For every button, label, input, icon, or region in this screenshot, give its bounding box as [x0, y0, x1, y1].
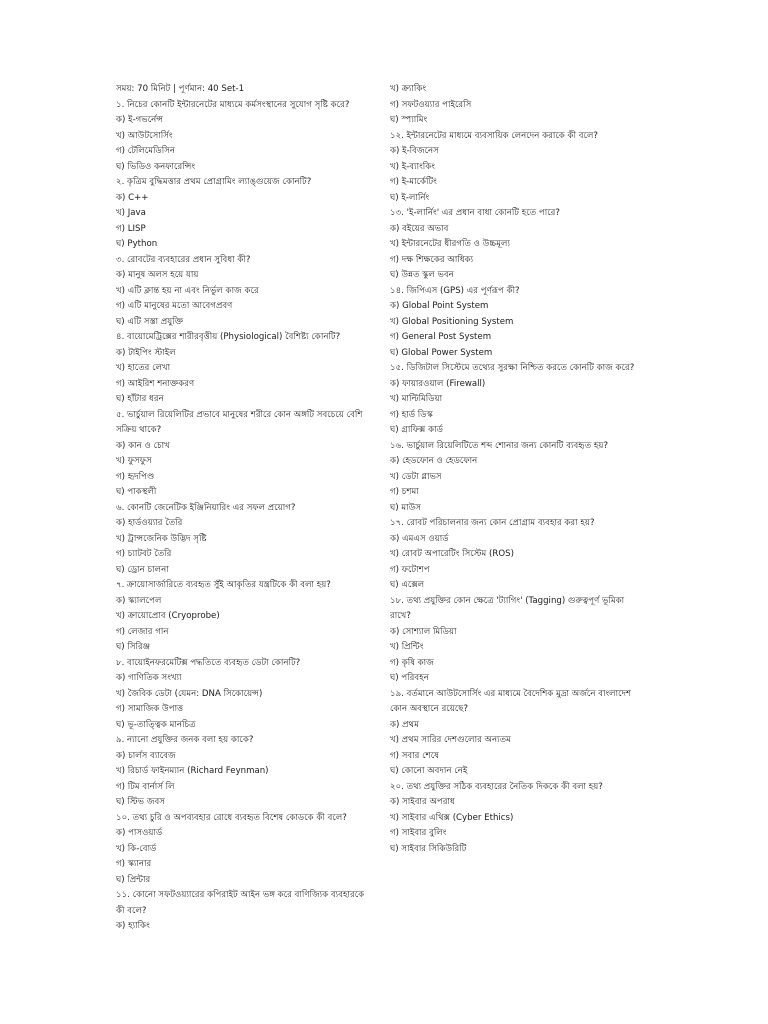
text-line: ১২. ইন্টারনেটের মাধ্যমে ব্যবসায়িক লেনদেন করাকে কী বলে?	[390, 130, 598, 141]
text-line: ক) পাসওয়ার্ড	[116, 828, 163, 838]
text-line: ক) হার্ডওয়্যার তৈরি	[116, 518, 183, 528]
text-line: গ) হৃদপিণ্ড	[116, 471, 155, 482]
text-line: গ) এটি মানুষের মতো আবেগপ্রবণ	[116, 301, 233, 311]
text-line: ক) হেডফোন ও হেডফোন	[390, 456, 478, 466]
text-line: খ) হাতের লেখা	[116, 363, 171, 373]
text-line: ক) হ্যাকিং	[116, 921, 150, 931]
text-line: গ) হার্ড ডিস্ক	[390, 409, 433, 420]
text-line: ঘ) স্প্যামিং	[390, 115, 428, 125]
text-line: গ) লেজার গান	[116, 626, 169, 637]
text-line: ঘ) পাকস্থলী	[116, 487, 157, 497]
text-line: ১০. তথ্য চুরি ও অপব্যবহার রোধে ব্যবহৃত বিশেষ কোডকে কী বলে?	[116, 812, 347, 823]
text-line: ক) মানুষ অলস হয়ে যায়	[116, 270, 199, 280]
text-line: ১৯. বর্তমানে আউটসোর্সিং এর মাধ্যমে বৈদেশিক মুদ্রা অর্জনে বাংলাদেশ	[390, 688, 632, 699]
text-line: খ) রোবট অপারেটিং সিস্টেম (ROS)	[390, 549, 514, 559]
text-line: খ) ট্রান্সজেনিক উদ্ভিদ সৃষ্টি	[116, 533, 207, 544]
text-line: গ) কৃষি কাজ	[390, 657, 434, 668]
text-line: ৯. ন্যানো প্রযুক্তির জনক বলা হয় কাকে?	[116, 735, 254, 745]
text-line: গ) টিম বার্নার্স লি	[116, 781, 175, 792]
text-line: খ) ই-ব্যাংকিং	[390, 161, 435, 172]
text-line: ঘ) ড্রোন চালনা	[116, 564, 169, 575]
text-line: ক) Global Point System	[390, 301, 489, 311]
text-line: ঘ) মাউস	[390, 502, 422, 513]
text-line: ১৩. 'ই-লার্নিং' এর প্রধান বাধা কোনটি হতে পারে?	[390, 208, 560, 218]
text-line: ক) C++	[116, 192, 149, 203]
text-line: ৮. বায়োইনফরমেটিক্স পদ্ধতিতে ব্যবহৃত ডেটা কোনটি?	[116, 657, 301, 668]
text-line: গ) চশমা	[390, 487, 419, 497]
text-line: খ) Java	[116, 208, 146, 218]
text-line: সময়: 70 মিনিট | পূর্ণমান: 40 Set-1	[116, 84, 245, 94]
text-line: গ) সাইবার বুলিং	[390, 828, 447, 838]
text-line: খ) প্রিন্টিং	[390, 642, 424, 652]
text-line: ক) স্ক্যালপেল	[116, 595, 162, 606]
text-line: খ) ডেটা গ্লাভস	[390, 471, 442, 482]
text-line: গ) টেলিমেডিসিন	[116, 146, 176, 156]
text-line: ২০. তথ্য প্রযুক্তির সঠিক ব্যবহারের নৈতিক দিককে কী বলা হয়?	[390, 781, 603, 792]
text-line: কোন অবস্থানে রয়েছে?	[390, 704, 469, 714]
text-line: ক) বইয়ের অভাব	[390, 223, 449, 234]
text-line: ঘ) সাইবার সিকিউরিটি	[390, 843, 467, 854]
text-line: খ) ইন্টারনেটের ধীরগতি ও উচ্চমূল্য	[390, 239, 510, 249]
text-line: ক) ই-বিজনেস	[390, 146, 439, 156]
text-line: কী বলে?	[116, 905, 147, 916]
text-line: ৫. ভার্চুয়াল রিয়েলিটির প্রভাবে মানুষের শরীরে কোন অঙ্গটি সবচেয়ে বেশি	[116, 409, 363, 420]
text-line: ঘ) ভিডিও কনফারেন্সিং	[116, 161, 196, 172]
text-line: খ) কি-বোর্ড	[116, 843, 157, 854]
text-line: খ) এটি ক্লান্ত হয় না এবং নির্ভুল কাজ করে	[116, 285, 259, 296]
text-line: ১৮. তথ্য প্রযুক্তির কোন ক্ষেত্রে 'ট্যাগিং' (Tagging) গুরুত্বপূর্ণ ভূমিকা	[390, 595, 625, 606]
text-line: ঘ) Global Power System	[390, 347, 493, 358]
text-line: গ) ই-মার্কেটিং	[390, 177, 437, 187]
text-line: খ) রিচার্ড ফাইনম্যান (Richard Feynman)	[116, 766, 269, 776]
text-line: ঘ) কোনো অবদান নেই	[390, 766, 468, 776]
text-line: ২. কৃত্রিম বুদ্ধিমত্তার প্রথম প্রোগ্রামিং ল্যাঙ্গুয়েজ কোনটি?	[116, 177, 312, 187]
text-line: ক) এমএস ওয়ার্ড	[390, 533, 449, 544]
text-line: ঘ) হাঁটার ধরন	[116, 394, 164, 404]
text-line: ক) গাণিতিক সংখ্যা	[116, 673, 182, 683]
text-line: রাখে?	[390, 611, 411, 621]
text-line: গ) General Post System	[390, 332, 492, 342]
text-line: ক) সোশ্যাল মিডিয়া	[390, 626, 457, 637]
text-line: ক) ই-গভর্নেন্স	[116, 115, 164, 125]
text-line: খ) প্রথম সারির দেশগুলোর অন্যতম	[390, 735, 511, 745]
text-line: গ) সফটওয়্যার পাইরেসি	[390, 99, 472, 110]
text-line: গ) দক্ষ শিক্ষকের আধিক্য	[390, 254, 474, 265]
text-line: সক্রিয় থাকে?	[116, 425, 162, 435]
text-line: ১৫. ডিজিটাল সিস্টেমে তথ্যের সুরক্ষা নিশ্চিত করতে কোনটি কাজ করে?	[390, 363, 635, 373]
text-line: ৭. ক্রায়োসার্জারিতে ব্যবহৃত সুঁই আকৃতির যন্ত্রটিকে কী বলা হয়?	[116, 580, 331, 590]
text-line: ৩. রোবটের ব্যবহারের প্রধান সুবিধা কী?	[116, 254, 251, 265]
left-column	[116, 82, 384, 935]
right-column	[390, 82, 652, 857]
text-line: ঘ) স্টিভ জবস	[116, 797, 165, 807]
text-line: ক) চার্লস ব্যাবেজ	[116, 750, 176, 761]
text-line: খ) মাল্টিমিডিয়া	[390, 394, 443, 404]
text-line: গ) চ্যাটবট তৈরি	[116, 549, 172, 559]
text-line: ১৬. ভার্চুয়াল রিয়েলিটিতে শব্দ শোনার জন্য কোনটি ব্যবহৃত হয়?	[390, 440, 609, 451]
text-line: খ) Global Positioning System	[390, 316, 514, 327]
text-line: ঘ) ভূ-তাত্ত্বিক মানচিত্র	[116, 719, 196, 730]
text-line: ঘ) Python	[116, 239, 158, 249]
text-line: ঘ) এটি সস্তা প্রযুক্তি	[116, 316, 184, 327]
text-line: খ) ফুসফুস	[116, 456, 152, 466]
text-line: ৬. কোনটি জেনেটিক ইঞ্জিনিয়ারিং এর সফল প্রয়োগ?	[116, 502, 296, 513]
text-line: ঘ) উন্নত স্কুল ভবন	[390, 270, 454, 280]
text-line: ঘ) এক্সেল	[390, 580, 425, 590]
text-line: ১৪. জিপিএস (GPS) এর পূর্ণরূপ কী?	[390, 285, 520, 296]
text-line: ঘ) প্রিন্টার	[116, 874, 151, 885]
text-line: গ) ফটোশপ	[390, 564, 430, 575]
text-line: খ) ক্র্যাকিং	[390, 84, 427, 94]
text-line: ক) প্রথম	[390, 719, 419, 730]
text-line: ৪. বায়োমেট্রিক্সের শারীরবৃত্তীয় (Physiological) বৈশিষ্ট্য কোনটি?	[116, 332, 341, 342]
text-line: ঘ) গ্রাফিক্স কার্ড	[390, 425, 443, 435]
text-line: ঘ) ই-লার্নিং	[390, 192, 430, 203]
text-line: খ) আউটসোর্সিং	[116, 130, 173, 141]
text-line: গ) LISP	[116, 223, 146, 234]
text-line: গ) সামাজিক উপাত্ত	[116, 704, 184, 714]
text-line: ক) টাইপিং স্টাইল	[116, 347, 176, 358]
text-line: গ) স্ক্যানার	[116, 859, 152, 869]
text-line: গ) সবার শেষে	[390, 750, 439, 761]
text-line: ক) কান ও চোখ	[116, 440, 170, 451]
text-line: ক) ফায়ারওয়াল (Firewall)	[390, 378, 486, 389]
text-line: ক) সাইবার অপরাধ	[390, 797, 455, 807]
text-line: ঘ) পরিবহন	[390, 673, 429, 683]
text-line: খ) জৈবিক ডেটা (যেমন: DNA সিকোয়েন্স)	[116, 688, 263, 699]
text-line: ঘ) সিরিঞ্জ	[116, 642, 151, 652]
text-line: খ) সাইবার এথিক্স (Cyber Ethics)	[390, 812, 514, 823]
text-line: ১১. কোনো সফটওয়্যারের কপিরাইট আইন ভঙ্গ করে বাণিজ্যিক ব্যবহারকে	[116, 890, 365, 900]
text-line: খ) ক্রায়োপ্রোব (Cryoprobe)	[116, 611, 220, 621]
text-line: ১৭. রোবট পরিচালনার জন্য কোন প্রোগ্রাম ব্যবহার করা হয়?	[390, 518, 595, 528]
text-line: গ) আইরিশ শনাক্তকরণ	[116, 378, 195, 389]
text-line: ১. নিচের কোনটি ইন্টারনেটের মাধ্যমে কর্মসংস্থানের সুযোগ সৃষ্টি করে?	[116, 99, 350, 110]
